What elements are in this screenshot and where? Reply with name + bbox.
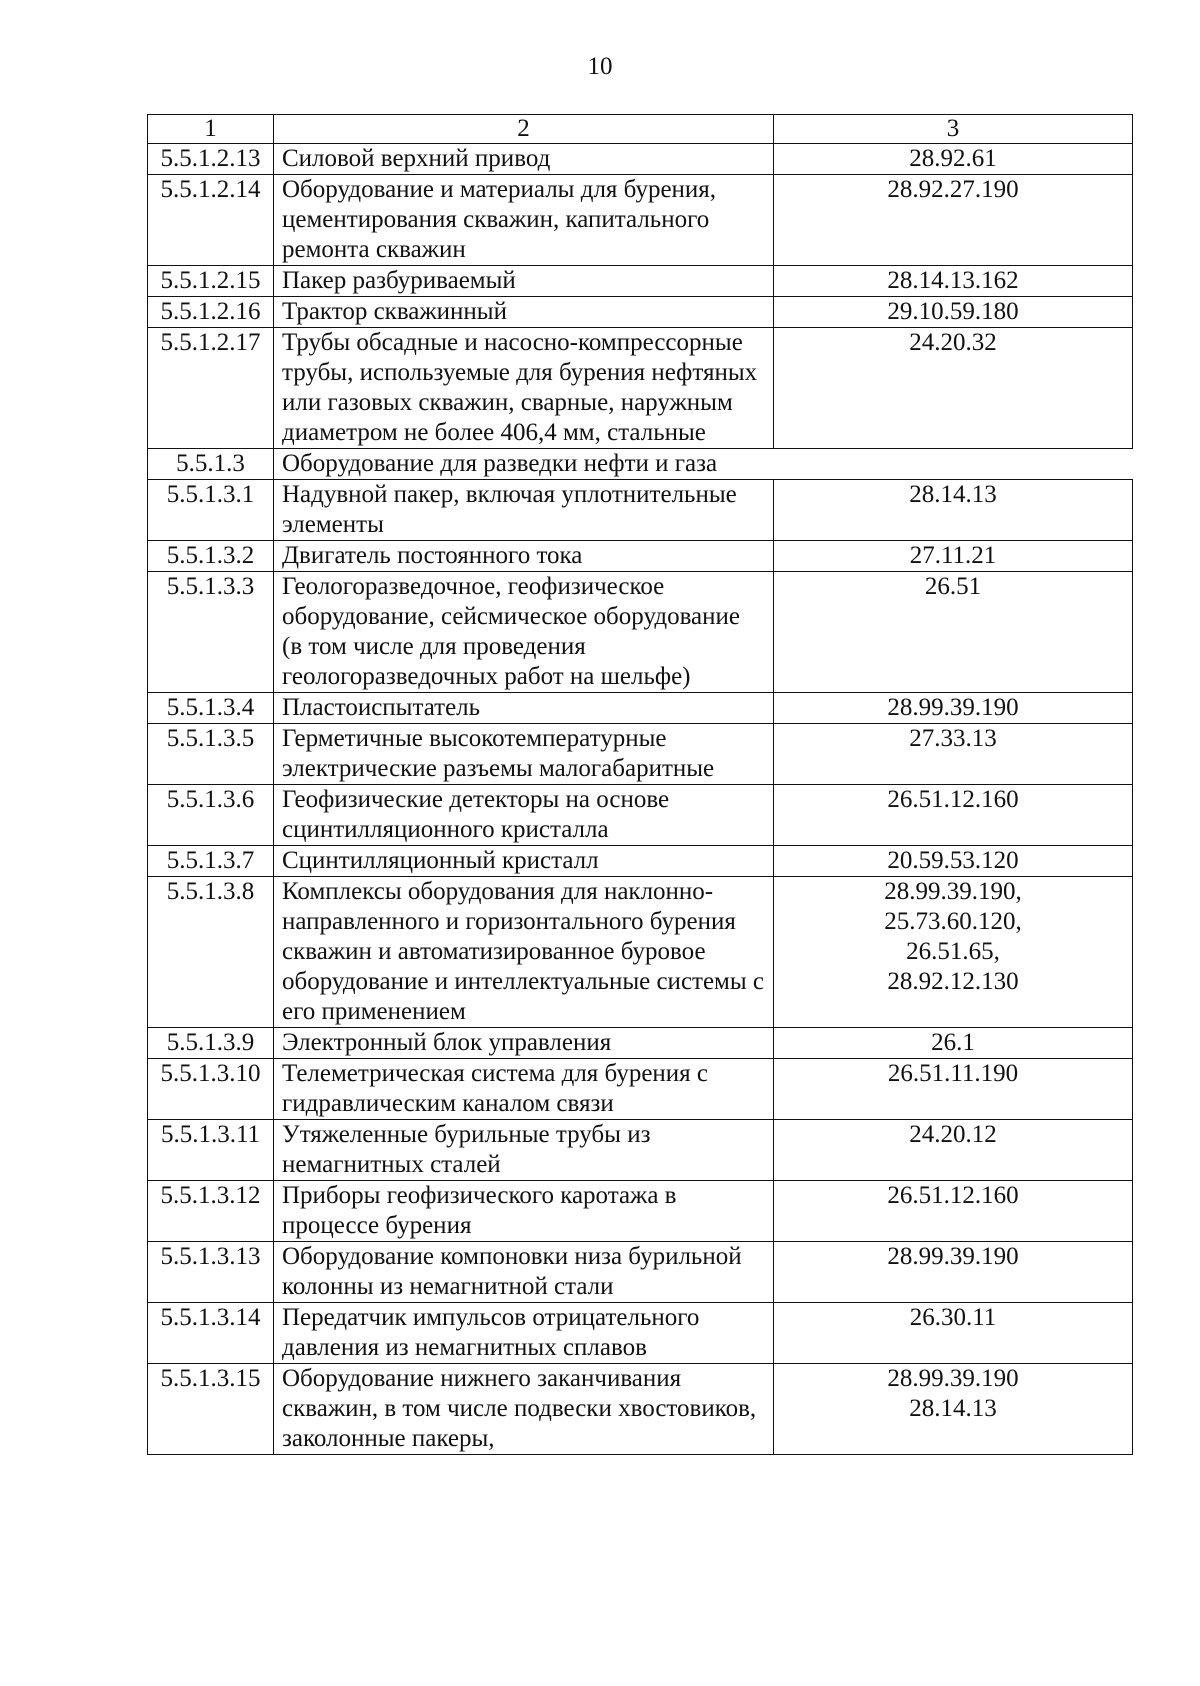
item-code: 5.5.1.2.13 (148, 144, 274, 175)
item-name: Пластоиспытатель (274, 693, 774, 724)
okpd-code: 26.51.12.160 (887, 1182, 1019, 1209)
item-name: Оборудование компоновки низа бурильной колонны из немагнитной стали (274, 1242, 774, 1303)
okpd-code-cell (774, 1059, 1133, 1120)
table-row (148, 541, 1133, 572)
item-code: 5.5.1.2.16 (148, 297, 274, 328)
column-header-1: 1 (148, 115, 274, 144)
table-row (148, 297, 1133, 328)
item-name: Оборудование нижнего заканчивания скважин, в том числе подвески хвостовиков, заколонные пакеры, (274, 1364, 774, 1455)
item-code: 5.5.1.3.10 (148, 1059, 274, 1120)
item-name: Сцинтилляционный кристалл (274, 846, 774, 877)
item-name: Геофизические детекторы на основе сцинтилляционного кристалла (274, 785, 774, 846)
page-number: 10 (587, 53, 613, 80)
item-code: 5.5.1.2.14 (148, 175, 274, 266)
table-row (148, 144, 1133, 175)
okpd-code: 25.73.60.120, (884, 908, 1022, 935)
item-code: 5.5.1.3 (148, 449, 274, 480)
table-row (148, 877, 1133, 1028)
okpd-code: 28.14.13 (909, 481, 997, 508)
okpd-code: 20.59.53.120 (887, 847, 1019, 874)
okpd-code: 27.11.21 (909, 542, 997, 569)
okpd-code: 24.20.32 (909, 329, 997, 356)
table-row (148, 1181, 1133, 1242)
okpd-code: 26.1 (931, 1029, 975, 1056)
table-row (148, 572, 1133, 693)
okpd-code: 27.33.13 (909, 725, 997, 752)
item-name: Приборы геофизического каротажа в процессе бурения (274, 1181, 774, 1242)
okpd-code-cell (774, 693, 1133, 724)
okpd-code-cell (774, 1120, 1133, 1181)
item-name: Пакер разбуриваемый (274, 266, 774, 297)
item-name: Силовой верхний привод (274, 144, 774, 175)
item-code: 5.5.1.3.1 (148, 480, 274, 541)
table-row (148, 328, 1133, 449)
table-body (148, 144, 1133, 1455)
okpd-code-cell (774, 144, 1133, 175)
table-row (148, 480, 1133, 541)
okpd-code-cell (774, 846, 1133, 877)
table-row (148, 1059, 1133, 1120)
okpd-code-cell (774, 724, 1133, 785)
okpd-code-cell (774, 1028, 1133, 1059)
okpd-code: 26.51.11.190 (887, 1060, 1019, 1087)
okpd-code-cell (774, 541, 1133, 572)
table-row (148, 266, 1133, 297)
okpd-code-cell (774, 1181, 1133, 1242)
item-code: 5.5.1.3.4 (148, 693, 274, 724)
okpd-code: 28.92.12.130 (887, 968, 1019, 995)
okpd-code: 28.99.39.190 (887, 694, 1019, 721)
item-name: Герметичные высокотемпературные электрические разъемы малогабаритные (274, 724, 774, 785)
item-name: Электронный блок управления (274, 1028, 774, 1059)
okpd-code-cell (774, 1303, 1133, 1364)
item-name: Трубы обсадные и насосно-компрессорные трубы, используемые для бурения нефтяных или газовых скважин, сварные, наружным диаметром не более 406,4 мм, стальные (274, 328, 774, 449)
item-code: 5.5.1.3.5 (148, 724, 274, 785)
column-header-3: 3 (774, 115, 1133, 144)
table-row (148, 724, 1133, 785)
item-code: 5.5.1.3.3 (148, 572, 274, 693)
item-code: 5.5.1.3.12 (148, 1181, 274, 1242)
table-row (148, 1364, 1133, 1455)
item-code: 5.5.1.3.9 (148, 1028, 274, 1059)
okpd-code: 28.92.61 (909, 145, 997, 172)
okpd-code: 28.99.39.190 (887, 1243, 1019, 1270)
item-name: Утяжеленные бурильные трубы из немагнитных сталей (274, 1120, 774, 1181)
okpd-code: 26.30.11 (909, 1304, 997, 1331)
item-name: Трактор скважинный (274, 297, 774, 328)
item-code: 5.5.1.3.13 (148, 1242, 274, 1303)
okpd-code-cell (774, 1242, 1133, 1303)
okpd-code: 28.92.27.190 (887, 176, 1019, 203)
table-row (148, 1242, 1133, 1303)
header-row (148, 115, 1133, 144)
table-row (148, 1120, 1133, 1181)
okpd-code: 24.20.12 (909, 1121, 997, 1148)
okpd-code: 26.51 (924, 573, 982, 600)
table-row (148, 1303, 1133, 1364)
item-name: Геологоразведочное, геофизическое оборудование, сейсмическое оборудование (в том числе для проведения геологоразведочных работ на шельфе) (274, 572, 774, 693)
okpd-code: 28.14.13.162 (887, 267, 1019, 294)
okpd-code-cell (774, 1364, 1133, 1455)
section-title: Оборудование для разведки нефти и газа (274, 449, 1133, 480)
table-row (148, 785, 1133, 846)
item-name: Надувной пакер, включая уплотнительные элементы (274, 480, 774, 541)
table-header (148, 115, 1133, 144)
okpd-code-cell (774, 328, 1133, 449)
table-row (148, 175, 1133, 266)
okpd-code-cell (774, 175, 1133, 266)
okpd-code: 28.14.13 (909, 1395, 997, 1422)
item-name: Телеметрическая система для бурения с гидравлическим каналом связи (274, 1059, 774, 1120)
item-name: Оборудование и материалы для бурения, цементирования скважин, капитального ремонта скважин (274, 175, 774, 266)
item-code: 5.5.1.3.6 (148, 785, 274, 846)
item-code: 5.5.1.3.2 (148, 541, 274, 572)
okpd-code-cell (774, 785, 1133, 846)
item-code: 5.5.1.3.7 (148, 846, 274, 877)
okpd-code: 29.10.59.180 (887, 298, 1019, 325)
item-code: 5.5.1.3.11 (148, 1120, 274, 1181)
okpd-code-cell (774, 480, 1133, 541)
column-header-2: 2 (274, 115, 774, 144)
item-code: 5.5.1.3.8 (148, 877, 274, 1028)
table-row (148, 846, 1133, 877)
okpd-code-cell (774, 266, 1133, 297)
item-name: Передатчик импульсов отрицательного давления из немагнитных сплавов (274, 1303, 774, 1364)
table-row (148, 1028, 1133, 1059)
okpd-code-cell (774, 297, 1133, 328)
item-code: 5.5.1.2.17 (148, 328, 274, 449)
okpd-code: 26.51.12.160 (887, 786, 1019, 813)
equipment-table (147, 114, 1133, 1455)
item-code: 5.5.1.3.14 (148, 1303, 274, 1364)
item-name: Комплексы оборудования для наклонно-направленного и горизонтального бурения скважин и автоматизированное буровое оборудование и интеллектуальные системы с его применением (274, 877, 774, 1028)
item-name: Двигатель постоянного тока (274, 541, 774, 572)
section-row (148, 449, 1133, 480)
item-code: 5.5.1.3.15 (148, 1364, 274, 1455)
okpd-code-cell (774, 877, 1133, 1028)
item-code: 5.5.1.2.15 (148, 266, 274, 297)
okpd-code: 26.51.65, (906, 938, 1000, 965)
table-row (148, 693, 1133, 724)
okpd-code-cell (774, 572, 1133, 693)
okpd-code: 28.99.39.190 (887, 1365, 1019, 1392)
okpd-code: 28.99.39.190, (884, 878, 1022, 905)
